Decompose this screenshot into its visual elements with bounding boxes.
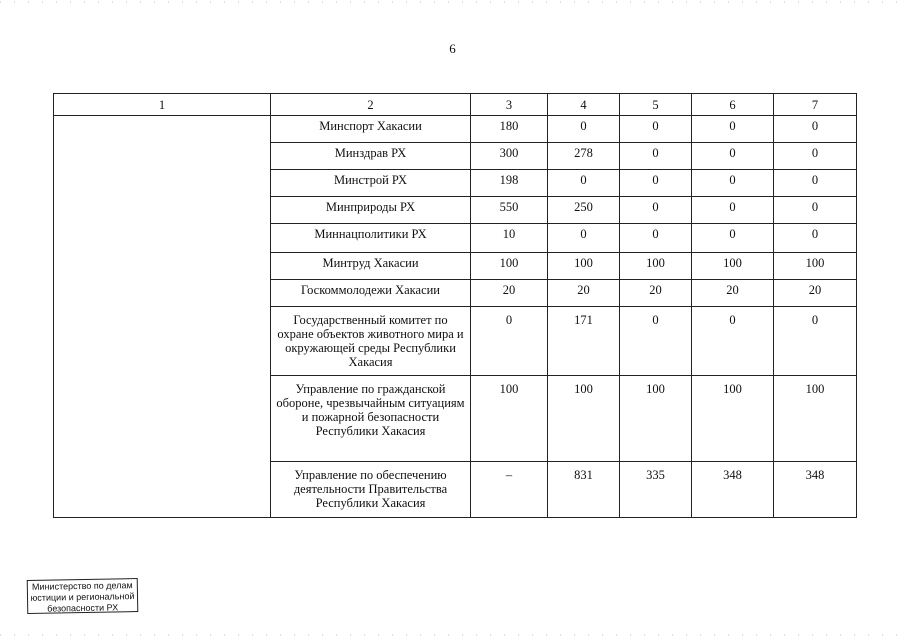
value-cell: 0 xyxy=(620,116,692,143)
value-cell: 0 xyxy=(692,116,774,143)
value-cell: 0 xyxy=(548,224,620,253)
scan-artifact-bottom xyxy=(0,634,905,636)
value-cell: 831 xyxy=(548,462,620,518)
value-cell: 0 xyxy=(692,143,774,170)
value-cell: 100 xyxy=(471,253,548,280)
agency-name-cell: Управление по гражданской обороне, чрезвычайным ситуациям и пожарной безопасности Республики Хакасия xyxy=(271,376,471,462)
value-cell: 20 xyxy=(471,280,548,307)
value-cell: 20 xyxy=(548,280,620,307)
value-cell: 0 xyxy=(774,197,857,224)
budget-table xyxy=(53,93,857,518)
agency-name-cell: Государственный комитет по охране объектов животного мира и окружающей среды Республики Хакасия xyxy=(271,307,471,376)
page-number: 6 xyxy=(449,41,456,56)
value-cell: 0 xyxy=(692,197,774,224)
value-cell: 0 xyxy=(471,307,548,376)
value-cell: 100 xyxy=(471,376,548,462)
value-cell: 0 xyxy=(774,224,857,253)
value-cell: 0 xyxy=(774,170,857,197)
value-cell: 0 xyxy=(692,307,774,376)
agency-name-cell: Минтруд Хакасии xyxy=(271,253,471,280)
agency-name-cell: Госкоммолодежи Хакасии xyxy=(271,280,471,307)
table-header-row xyxy=(54,94,857,116)
value-cell: 10 xyxy=(471,224,548,253)
stamp-line: юстиции и региональной xyxy=(30,591,135,603)
value-cell: 250 xyxy=(548,197,620,224)
scan-artifact-top xyxy=(0,1,905,3)
value-cell: 0 xyxy=(620,307,692,376)
value-cell: 0 xyxy=(620,197,692,224)
value-cell: 300 xyxy=(471,143,548,170)
value-cell: 0 xyxy=(692,170,774,197)
value-cell: 100 xyxy=(548,376,620,462)
value-cell: 348 xyxy=(774,462,857,518)
agency-name-cell: Минприроды РХ xyxy=(271,197,471,224)
agency-name-cell: Управление по обеспечению деятельности Правительства Республики Хакасия xyxy=(271,462,471,518)
value-cell: 100 xyxy=(774,376,857,462)
value-cell: 0 xyxy=(548,170,620,197)
value-cell: 171 xyxy=(548,307,620,376)
value-cell: 100 xyxy=(692,376,774,462)
column-header: 3 xyxy=(471,94,548,116)
column-header: 7 xyxy=(774,94,857,116)
value-cell: 278 xyxy=(548,143,620,170)
value-cell: 20 xyxy=(620,280,692,307)
agency-name-cell: Миннацполитики РХ xyxy=(271,224,471,253)
value-cell: 180 xyxy=(471,116,548,143)
column-header: 1 xyxy=(54,94,271,116)
value-cell: 348 xyxy=(692,462,774,518)
value-cell: 198 xyxy=(471,170,548,197)
value-cell: 20 xyxy=(774,280,857,307)
value-cell: 20 xyxy=(692,280,774,307)
ministry-stamp xyxy=(27,578,139,614)
value-cell: 335 xyxy=(620,462,692,518)
value-cell: 0 xyxy=(774,116,857,143)
column-header: 2 xyxy=(271,94,471,116)
value-cell: 100 xyxy=(548,253,620,280)
empty-first-column-cell xyxy=(54,116,271,518)
stamp-line: безопасности РХ xyxy=(47,602,119,614)
column-header: 6 xyxy=(692,94,774,116)
value-cell: 0 xyxy=(774,307,857,376)
value-cell: 100 xyxy=(692,253,774,280)
agency-name-cell: Минздрав РХ xyxy=(271,143,471,170)
stamp-line: Министерство по делам xyxy=(31,580,133,592)
value-cell: 100 xyxy=(620,253,692,280)
value-cell: – xyxy=(471,462,548,518)
agency-name-cell: Минспорт Хакасии xyxy=(271,116,471,143)
value-cell: 0 xyxy=(548,116,620,143)
value-cell: 0 xyxy=(620,143,692,170)
table-row xyxy=(54,116,857,143)
column-header: 4 xyxy=(548,94,620,116)
value-cell: 0 xyxy=(692,224,774,253)
value-cell: 0 xyxy=(620,224,692,253)
agency-name-cell: Минстрой РХ xyxy=(271,170,471,197)
value-cell: 0 xyxy=(774,143,857,170)
value-cell: 550 xyxy=(471,197,548,224)
column-header: 5 xyxy=(620,94,692,116)
value-cell: 100 xyxy=(620,376,692,462)
value-cell: 100 xyxy=(774,253,857,280)
value-cell: 0 xyxy=(620,170,692,197)
